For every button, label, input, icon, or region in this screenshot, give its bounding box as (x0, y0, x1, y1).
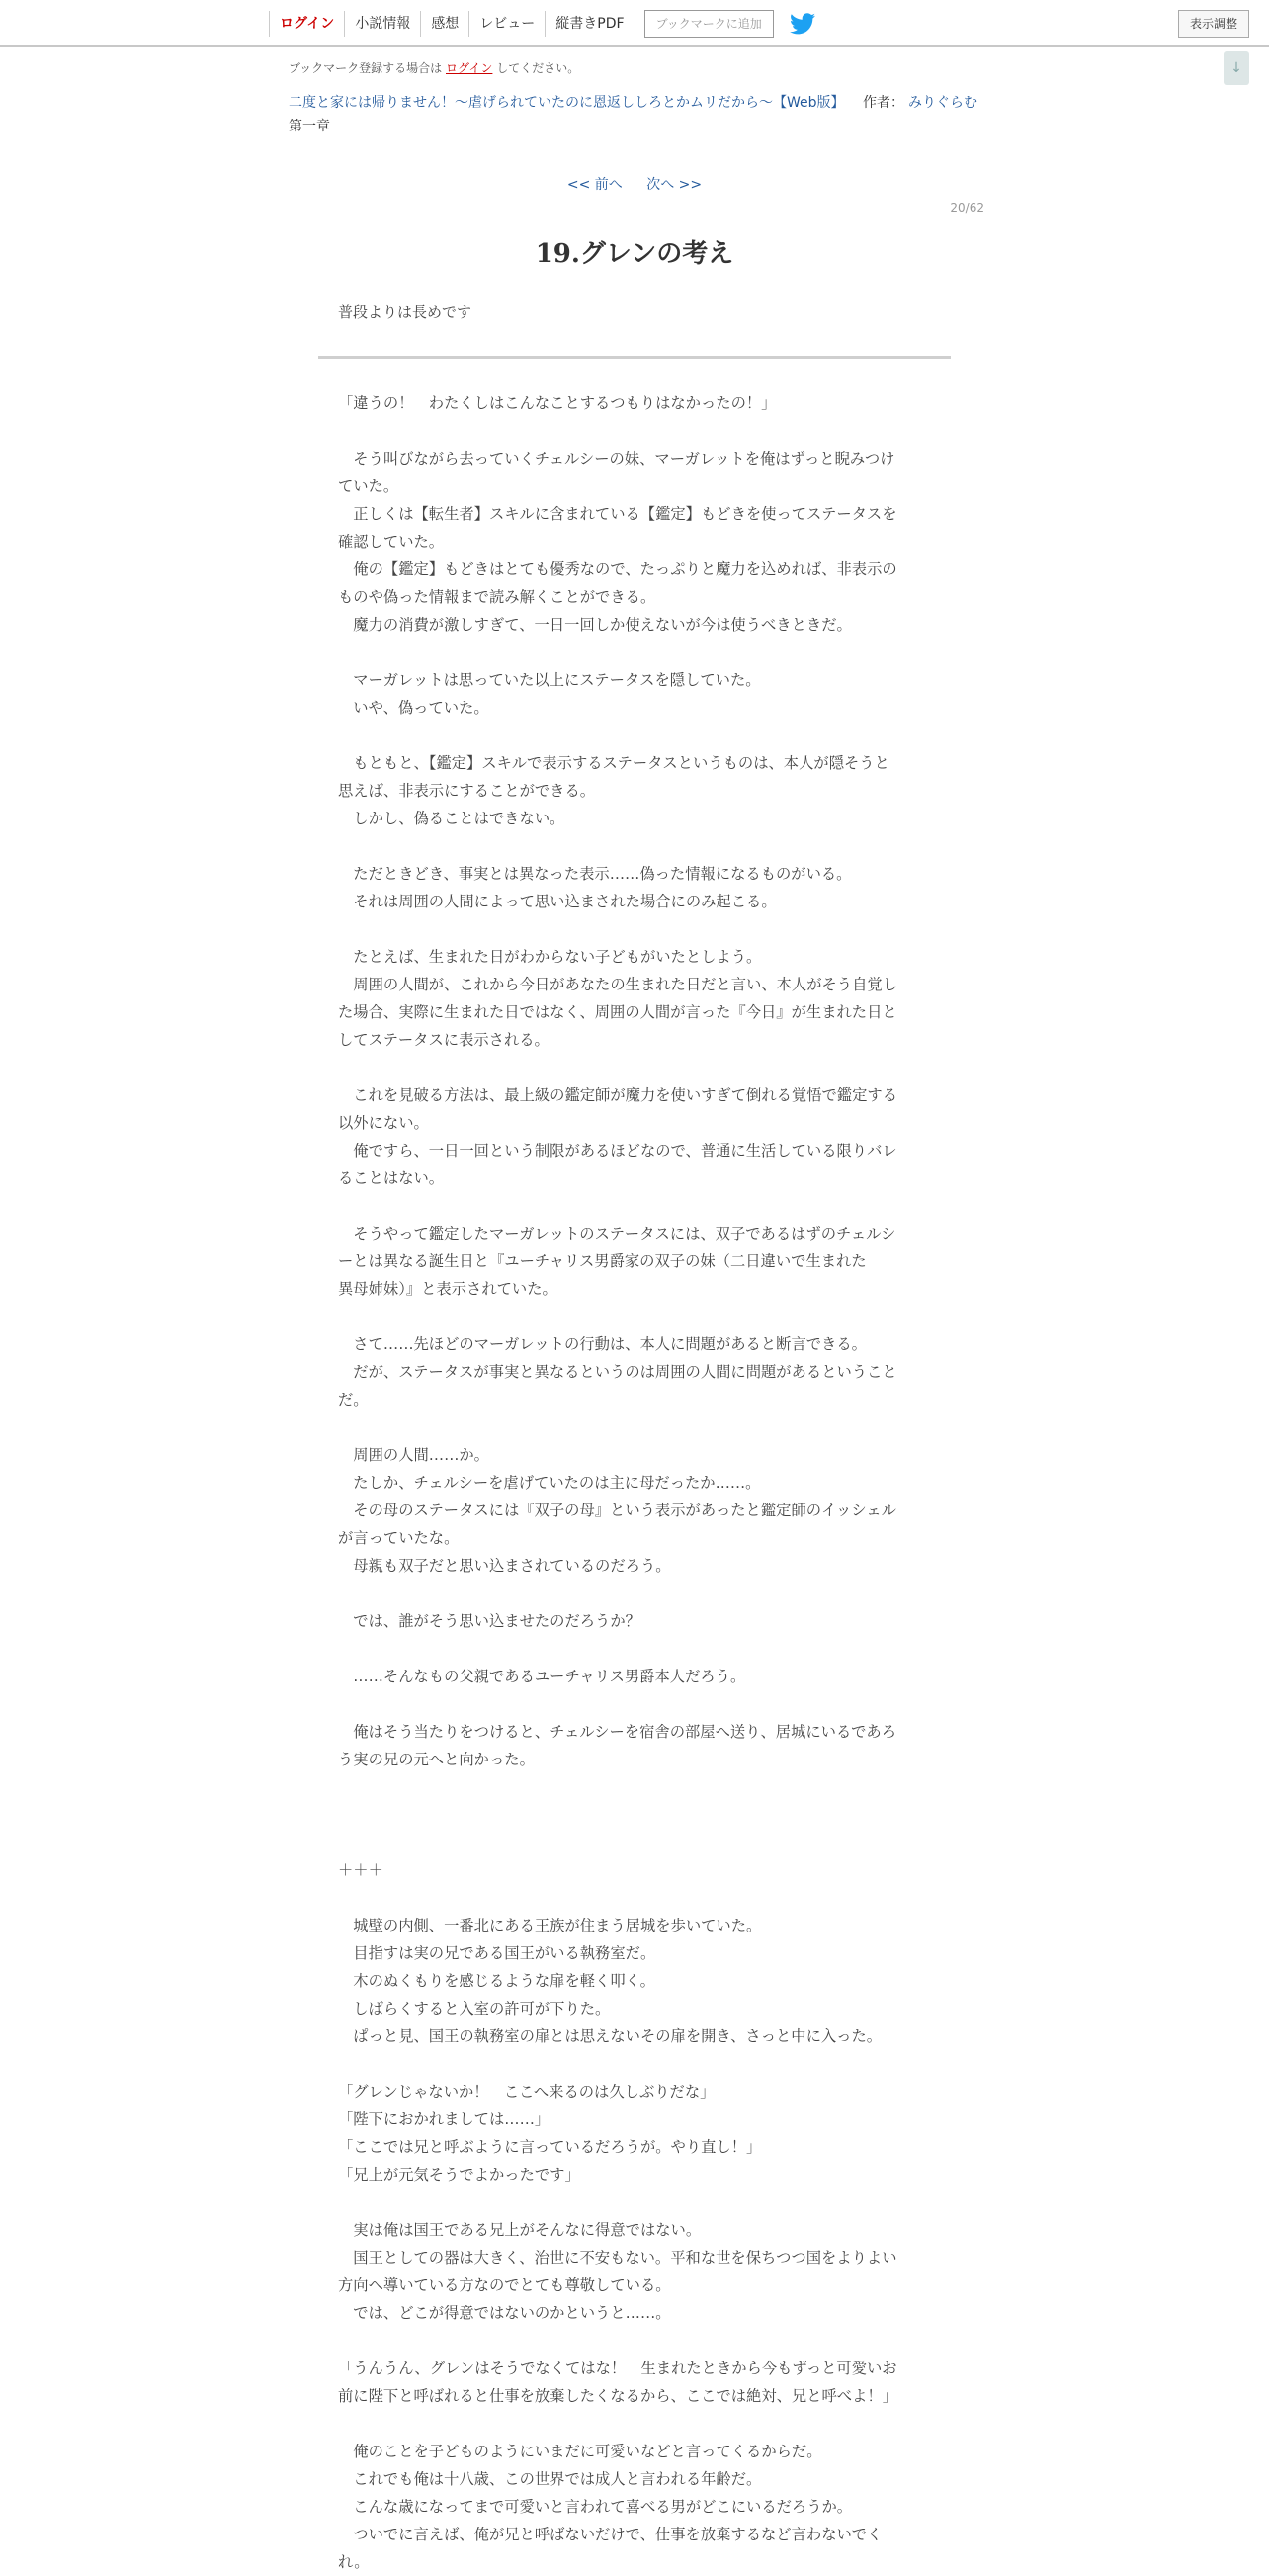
body-line: さて……先ほどのマーガレットの行動は、本人に問題があると断言できる。 (338, 1335, 867, 1353)
body-line: 確認していた。 (338, 533, 445, 551)
body-line: 俺はそう当たりをつけると、チェルシーを宿舎の部屋へ送り、居城にいるであろ (338, 1723, 896, 1741)
body-line: してステータスに表示される。 (338, 1031, 550, 1049)
body-line: もともと、【鑑定】スキルで表示するステータスというものは、本人が隠そうと (338, 754, 889, 772)
body-line: 「ここでは兄と呼ぶように言っているだろうが。やり直し！」 (338, 2138, 762, 2156)
nav-review-link[interactable]: レビュー (468, 11, 545, 37)
blank-line (338, 417, 931, 445)
nav-menu (269, 8, 817, 40)
body-line: ついでに言えば、俺が兄と呼ばないだけで、仕事を放棄するなど言わないでく (338, 2526, 883, 2543)
body-line: れ。 (338, 2553, 370, 2571)
chapter-title: 第一章 (289, 119, 330, 134)
nav-impressions-link[interactable]: 感想 (420, 11, 468, 37)
display-settings-button[interactable]: 表示調整 (1178, 10, 1249, 38)
body-line: 異母姉妹）』と表示されていた。 (338, 1280, 557, 1298)
nav-pdf-link[interactable]: 縦書きPDF (545, 11, 634, 37)
blank-line (338, 1801, 931, 1829)
blank-line (338, 722, 931, 749)
login-notice (289, 59, 980, 76)
body-line: 母親も双子だと思い込まされているのだろう。 (338, 1557, 671, 1575)
blank-line (338, 1773, 931, 1801)
notice-login-link[interactable]: ログイン (446, 61, 493, 75)
body-line: 前に陛下と呼ばれると仕事を放棄したくなるから、ここでは絶対、兄と呼べよ！」 (338, 2387, 897, 2405)
blank-line (338, 1054, 931, 1081)
body-line: たとえば、生まれた日がわからない子どもがいたとしよう。 (338, 948, 762, 966)
body-line: こんな歳になってまで可愛いと言われて喜べる男がどこにいるだろうか。 (338, 2498, 853, 2516)
notice-text-before: ブックマーク登録する場合は (289, 61, 443, 75)
blank-line (338, 1635, 931, 1663)
body-line: 方向へ導いている方なのでとても尊敬している。 (338, 2276, 671, 2294)
add-bookmark-button[interactable]: ブックマークに追加 (644, 10, 774, 38)
body-line: では、どこが得意ではないのかというと……。 (338, 2304, 671, 2322)
body-line: 「陛下におかれましては……」 (338, 2110, 550, 2128)
notice-text-after: してください。 (496, 61, 580, 75)
novel-title-link[interactable]: 二度と家には帰りません！～虐げられていたのに恩返ししろとかムリだから～【Web版】 (289, 95, 845, 111)
body-line: 国王としての器は大きく、治世に不安もない。平和な世を保ちつつ国をよりよい (338, 2249, 897, 2267)
nav-login-link[interactable]: ログイン (269, 11, 344, 37)
body-line: 城壁の内側、一番北にある王族が住まう居城を歩いていた。 (338, 1917, 762, 1934)
body-line: いや、偽っていた。 (338, 699, 489, 717)
next-page-link[interactable]: 次へ >> (646, 177, 703, 193)
novel-header (289, 59, 980, 135)
body-line: 実は俺は国王である兄上がそんなに得意ではない。 (338, 2221, 702, 2239)
body-line: 魔力の消費が激しすぎて、一日一回しか使えないが今は使うべきときだ。 (338, 616, 852, 634)
body-line: 「グレンじゃないか！ ここへ来るのは久しぶりだな」 (338, 2083, 716, 2101)
body-line: が言っていたな。 (338, 1529, 460, 1547)
body-line: う実の兄の元へと向かった。 (338, 1751, 535, 1768)
blank-line (338, 1414, 931, 1441)
body-line: た場合、実際に生まれた日ではなく、周囲の人間が言った『今日』が生まれた日と (338, 1003, 897, 1021)
blank-line (338, 2327, 931, 2355)
blank-line (338, 1884, 931, 1912)
body-line: ぱっと見、国王の執務室の扉とは思えないその扉を開き、さっと中に入った。 (338, 2027, 883, 2045)
novel-title-line (289, 92, 980, 112)
body-line: だ。 (338, 1391, 369, 1409)
body-line: だが、ステータスが事実と異なるというのは周囲の人間に問題があるということ (338, 1363, 897, 1381)
body-line: その母のステータスには『双子の母』という表示があったと鑑定師のイッシェル (338, 1502, 896, 1519)
nav-novel-info-link[interactable]: 小説情報 (344, 11, 420, 37)
body-line: ることはない。 (338, 1169, 445, 1187)
body-line: これでも俺は十八歳、この世界では成人と言われる年齢だ。 (338, 2470, 762, 2488)
body-line: 目指すは実の兄である国王がいる執務室だ。 (338, 1944, 656, 1962)
body-line: 「うんうん、グレンはそうでなくてはな！ 生まれたときから今もずっと可愛いお (338, 2360, 897, 2377)
author-link[interactable]: みりぐらむ (907, 95, 977, 111)
page-number: 20/62 (950, 201, 984, 215)
body-line: そうやって鑑定したマーガレットのステータスには、双子であるはずのチェルシ (338, 1225, 896, 1243)
body-line: ……そんなもの父親であるユーチャリス男爵本人だろう。 (338, 1668, 746, 1685)
blank-line (338, 639, 931, 666)
body-line: 「兄上が元気そうでよかったです」 (338, 2166, 580, 2184)
novel-body-text (338, 389, 931, 2576)
body-line: ただときどき、事実とは異なった表示……偽った情報になるものがいる。 (338, 865, 852, 883)
body-line: 周囲の人間が、これから今日があなたの生まれた日だと言い、本人がそう自覚し (338, 976, 897, 993)
blank-line (338, 1580, 931, 1607)
author-label: 作者： (862, 95, 904, 111)
blank-line (338, 1192, 931, 1220)
episode-foreword: 普段よりは長めです (338, 303, 472, 321)
body-line: 俺のことを子どものようにいまだに可愛いなどと言ってくるからだ。 (338, 2443, 822, 2460)
body-line: たしか、チェルシーを虐げていたのは主に母だったか……。 (338, 1474, 761, 1492)
body-line: 思えば、非表示にすることができる。 (338, 782, 596, 800)
body-line: しばらくすると入室の許可が下りた。 (338, 2000, 611, 2018)
body-line: ーとは異なる誕生日と『ユーチャリス男爵家の双子の妹（二日違いで生まれた (338, 1252, 867, 1270)
prev-page-link[interactable]: << 前へ (566, 177, 623, 193)
blank-line (338, 915, 931, 943)
body-line: ものや偽った情報まで読み解くことができる。 (338, 588, 656, 606)
body-line: ていた。 (338, 477, 399, 495)
blank-line (338, 2050, 931, 2078)
blank-line (338, 1829, 931, 1856)
top-navigation-bar (0, 0, 1269, 47)
body-line: 正しくは【転生者】スキルに含まれている【鑑定】もどきを使ってステータスを (338, 505, 897, 523)
body-line: 俺ですら、一日一回という制限があるほどなので、普通に生活している限りバレ (338, 1142, 897, 1159)
scroll-down-icon[interactable]: ↓ (1224, 51, 1249, 85)
body-line: それは周囲の人間によって思い込まされた場合にのみ起こる。 (338, 893, 777, 910)
pager (0, 174, 1269, 194)
body-line: ＋＋＋ (338, 1861, 383, 1879)
blank-line (338, 1690, 931, 1718)
body-line: 俺の【鑑定】もどきはとても優秀なので、たっぷりと魔力を込めれば、非表示の (338, 560, 897, 578)
blank-line (338, 2189, 931, 2216)
body-line: 「違うの！ わたくしはこんなことするつもりはなかったの！」 (338, 394, 777, 412)
twitter-icon[interactable] (790, 10, 817, 38)
foreword-divider (318, 356, 951, 359)
body-line: 周囲の人間……か。 (338, 1446, 489, 1464)
blank-line (338, 1303, 931, 1331)
body-line: そう叫びながら去っていくチェルシーの妹、マーガレットを俺はずっと睨みつけ (338, 450, 895, 468)
body-line: しかし、偽ることはできない。 (338, 810, 565, 827)
body-line: では、誰がそう思い込ませたのだろうか？ (338, 1612, 640, 1630)
blank-line (338, 2410, 931, 2438)
body-line: マーガレットは思っていた以上にステータスを隠していた。 (338, 671, 761, 689)
episode-title: 19.グレンの考え (535, 239, 734, 269)
body-line: 以外にない。 (338, 1114, 429, 1132)
body-line: これを見破る方法は、最上級の鑑定師が魔力を使いすぎて倒れる覚悟で鑑定する (338, 1086, 897, 1104)
blank-line (338, 832, 931, 860)
body-line: 木のぬくもりを感じるような扉を軽く叩く。 (338, 1972, 655, 1990)
